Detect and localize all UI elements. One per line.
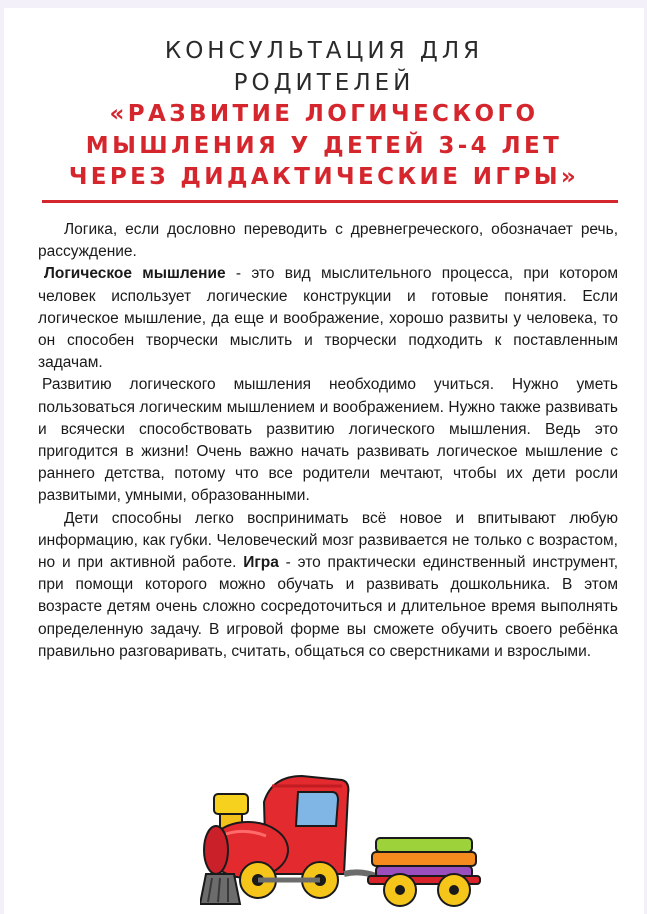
- paragraph-2-term: Логическое мышление: [44, 265, 226, 283]
- header: [4, 36, 644, 194]
- article-body: [38, 219, 618, 663]
- paragraph-4: [38, 508, 618, 663]
- paragraph-1-text: Логика, если дословно переводить с древнегреческого, обозначает речь, рассуждение.: [38, 221, 618, 261]
- paragraph-3-text: Развитию логического мышления необходимо учиться. Нужно уметь пользоваться логическим мышлением и воображением. Нужно также развивать и всячески способствовать развитию логического мышления. Ведь это пригодится в жизни! Очень важно начать развивать логическое мышление с раннего детства, потому что все родители мечтают, чтобы их дети росли развитыми, умными, образованными.: [38, 376, 618, 505]
- paragraph-1: [38, 219, 618, 263]
- paragraph-2: [38, 263, 618, 374]
- header-divider: [42, 200, 618, 203]
- page: [4, 8, 644, 914]
- paragraph-3: [38, 374, 618, 507]
- paragraph-4-text-1: Дети способны легко воспринимать всё новое и впитывают любую информацию, как губки. Человеческий мозг развивается не только с возрастом, но и при активной работе.: [38, 509, 618, 572]
- title-line-2: РОДИТЕЛЕЙ: [233, 69, 415, 96]
- subtitle-line-2: МЫШЛЕНИЯ У ДЕТЕЙ 3-4 ЛЕТ: [85, 132, 563, 159]
- paragraph-4-term: Игра: [243, 554, 279, 572]
- toy-train-icon: [200, 770, 490, 908]
- subtitle-line-3: ЧЕРЕЗ ДИДАКТИЧЕСКИЕ ИГРЫ»: [68, 164, 580, 190]
- subtitle-line-1: «РАЗВИТИЕ ЛОГИЧЕСКОГО: [109, 101, 539, 127]
- paragraph-4-text-2: - это практически единственный инструмент, при помощи которого можно обучать и развивать дошкольника. В этом возрасте детям очень сложно сосредоточиться и длительное время выполнять определенную задачу. В игровой форме вы сможете обучить своего ребёнка правильно разговаривать, считать, общаться со сверстниками и взрослыми.: [38, 554, 618, 660]
- paragraph-2-text: - это вид мыслительного процесса, при котором человек использует логические конструкции и готовые понятия. Если логическое мышление, да еще и воображение, хорошо развиты у человека, то он способен творчески мыслить и творчески подходить к поставленным задачам.: [38, 265, 618, 372]
- title-line-1: КОНСУЛЬТАЦИЯ ДЛЯ: [164, 38, 484, 64]
